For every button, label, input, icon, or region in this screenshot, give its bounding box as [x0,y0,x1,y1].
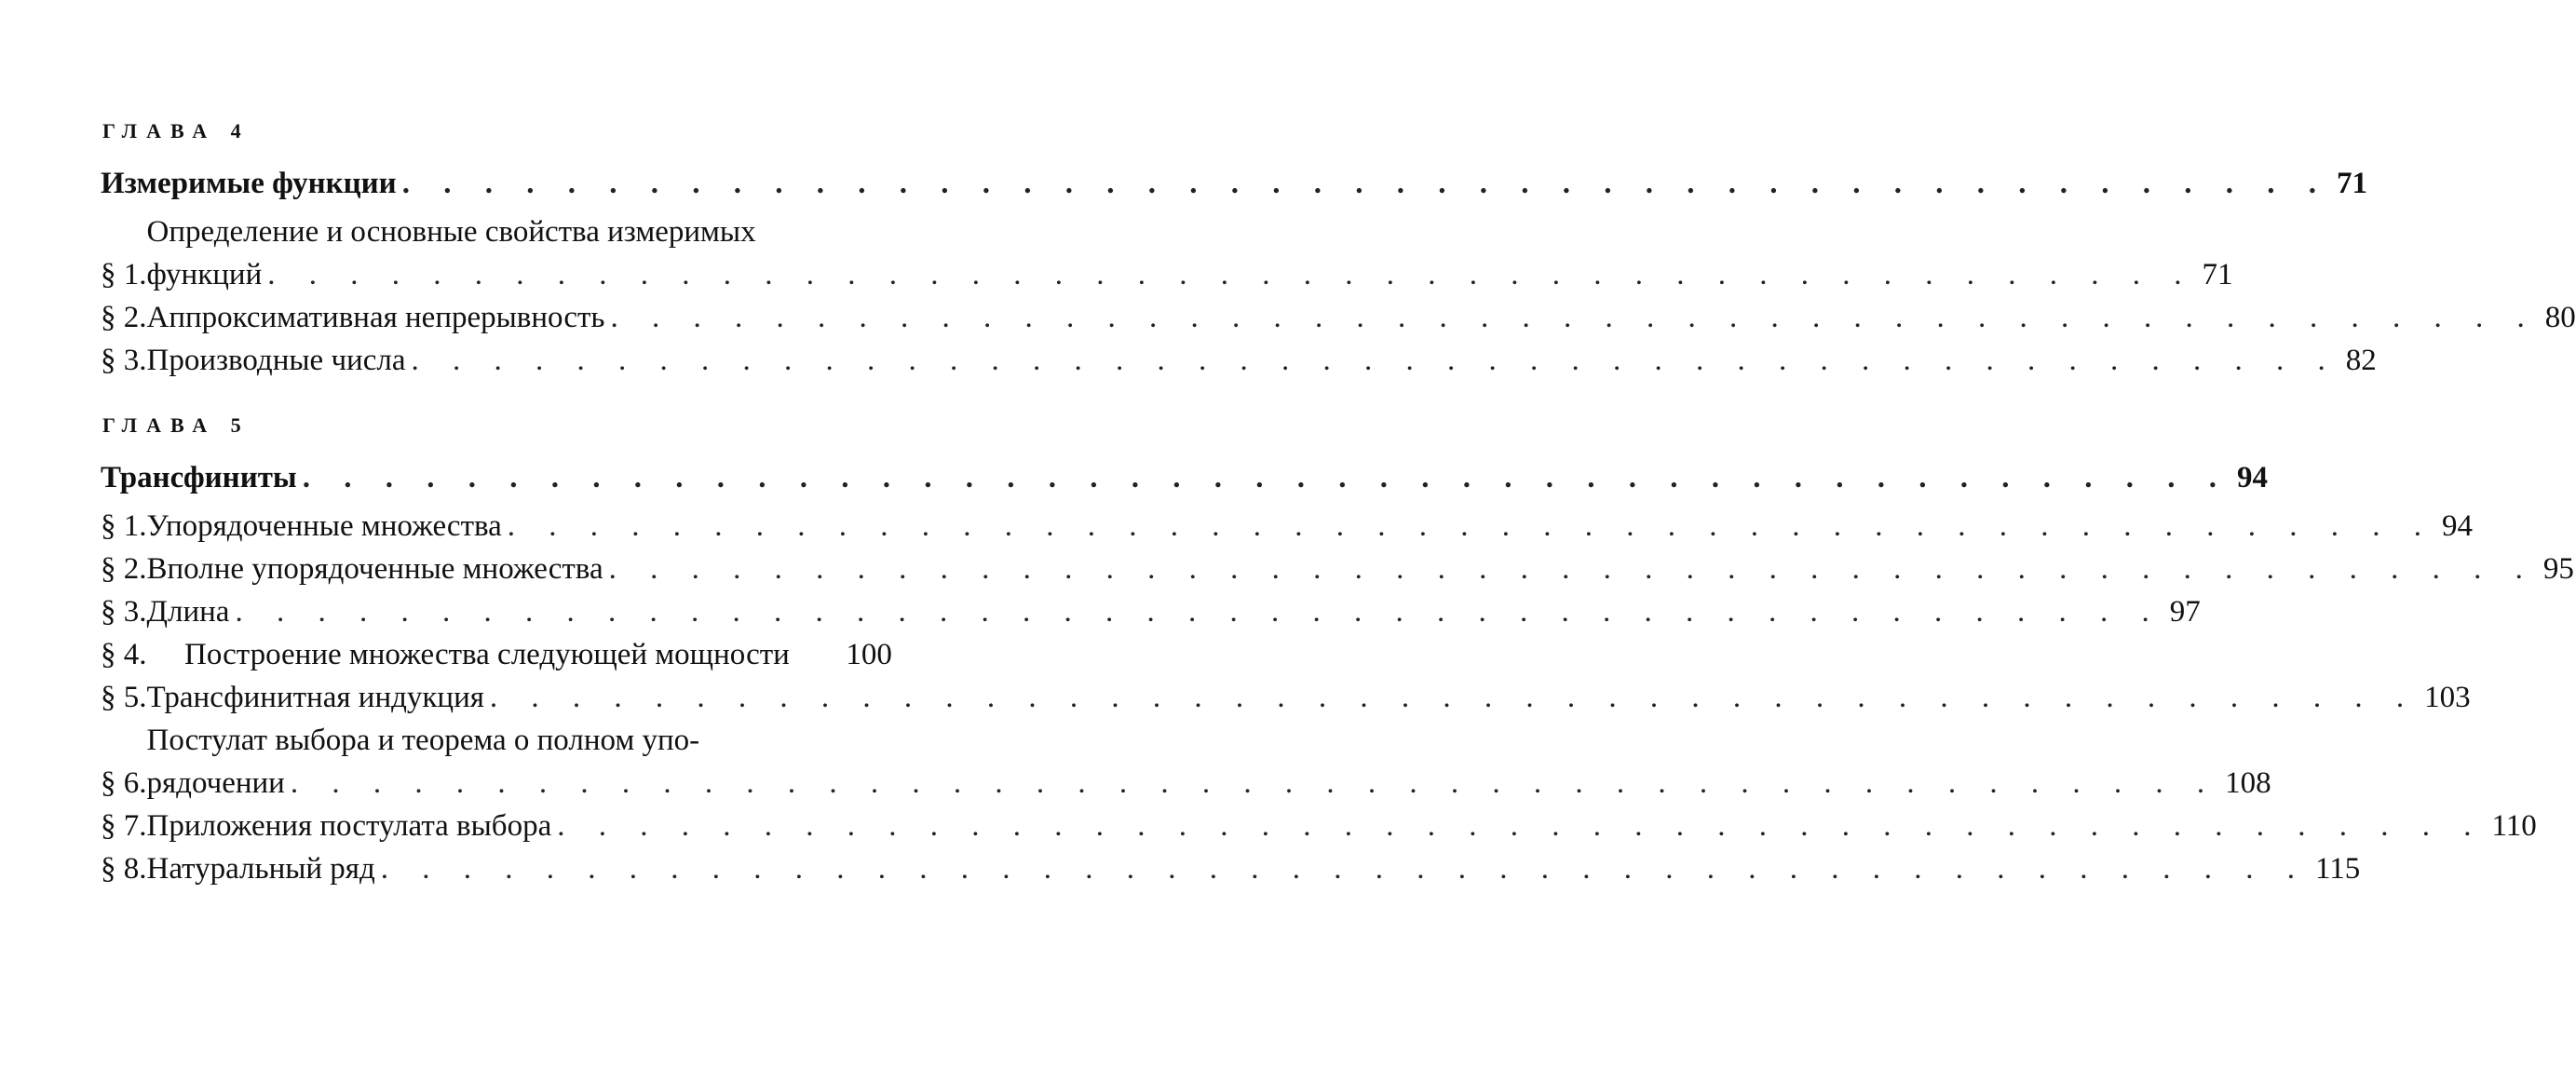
toc-entry[interactable] [101,676,2471,719]
section-title-line2: функций [146,258,263,291]
page-number: 100 [846,638,892,671]
toc-entry[interactable] [101,296,2576,339]
toc-entry[interactable] [101,210,2233,296]
section-title: Вполне упорядоченные множества [146,552,603,586]
section-title: Длина [146,595,230,629]
section-title: Построение множества следующей мощности [184,638,790,671]
chapter-label: ГЛАВА 4 [102,119,251,142]
section-title: Натуральный ряд [146,852,375,886]
entry-body [147,719,2226,805]
page-number: 108 [2225,766,2271,800]
section-number: § 3. [101,595,147,629]
section-number: § 3. [101,344,147,377]
chapter-title: Измеримые функции [101,167,397,200]
toc-entry[interactable] [101,633,1034,676]
dot-leader [291,762,2217,805]
section-number: § 6. [101,766,147,800]
dot-leader [557,805,2484,847]
dot-leader [381,847,2308,890]
chapter-title-row[interactable] [101,162,2367,205]
page-number: 82 [2345,344,2377,377]
section-title-continuation [147,762,2226,805]
page-number: 103 [2424,681,2471,714]
page-number: 80 [2544,301,2576,334]
page-number: 115 [2315,852,2361,886]
section-number: § 8. [101,852,147,886]
toc-entry[interactable] [101,505,2474,548]
chapter-title: Трансфиниты [101,461,297,494]
dot-leader [235,590,2162,633]
section-title: Аппроксимативная непрерывность [146,301,605,334]
section-title: Определение и основные свойства измеримых [146,215,756,249]
section-title: Приложения постулата выбора [146,809,552,843]
page-number: 71 [2336,167,2367,200]
section-number: § 5. [101,681,147,714]
section-title: Постулат выбора и теорема о полном упо- [146,724,700,757]
section-title: Производные числа [146,344,406,377]
toc-entry[interactable] [101,590,2201,633]
chapter-title-row[interactable] [101,456,2268,499]
page-number: 95 [2542,552,2574,586]
toc-entry[interactable] [101,805,2537,847]
dot-leader [611,296,2538,339]
toc-entry[interactable] [101,339,2377,382]
chapter-label: ГЛАВА 5 [102,413,251,437]
section-number: § 2. [101,301,147,334]
section-number: § 4. [101,638,147,671]
section-title: Упорядоченные множества [146,509,502,543]
dot-leader [411,339,2338,382]
page-number: 94 [2236,461,2268,494]
table-of-contents [101,119,2576,890]
entry-body [147,210,2203,296]
section-title: Трансфинитная индукция [146,681,484,714]
dot-leader [303,456,2230,499]
chapter-4 [101,119,2576,382]
section-number: § 7. [101,809,147,843]
section-number: § 1. [101,258,147,291]
dot-leader [609,548,2536,590]
section-number: § 1. [101,509,147,543]
chapter-spacer [101,382,1034,413]
page-number: 71 [2202,258,2233,291]
page-number: 97 [2169,595,2201,629]
page-number: 110 [2491,809,2537,843]
toc-entry[interactable] [101,719,2271,805]
dot-leader [267,253,2194,296]
dot-leader [508,505,2434,548]
section-title-line2: рядочении [146,766,285,800]
dot-leader [402,162,2329,205]
dot-leader [490,676,2417,719]
section-title-continuation [147,253,2203,296]
section-number: § 2. [101,552,147,586]
chapter-5 [101,413,2574,890]
toc-entry[interactable] [101,548,2574,590]
toc-entry[interactable] [101,847,2361,890]
page-number: 94 [2442,509,2474,543]
